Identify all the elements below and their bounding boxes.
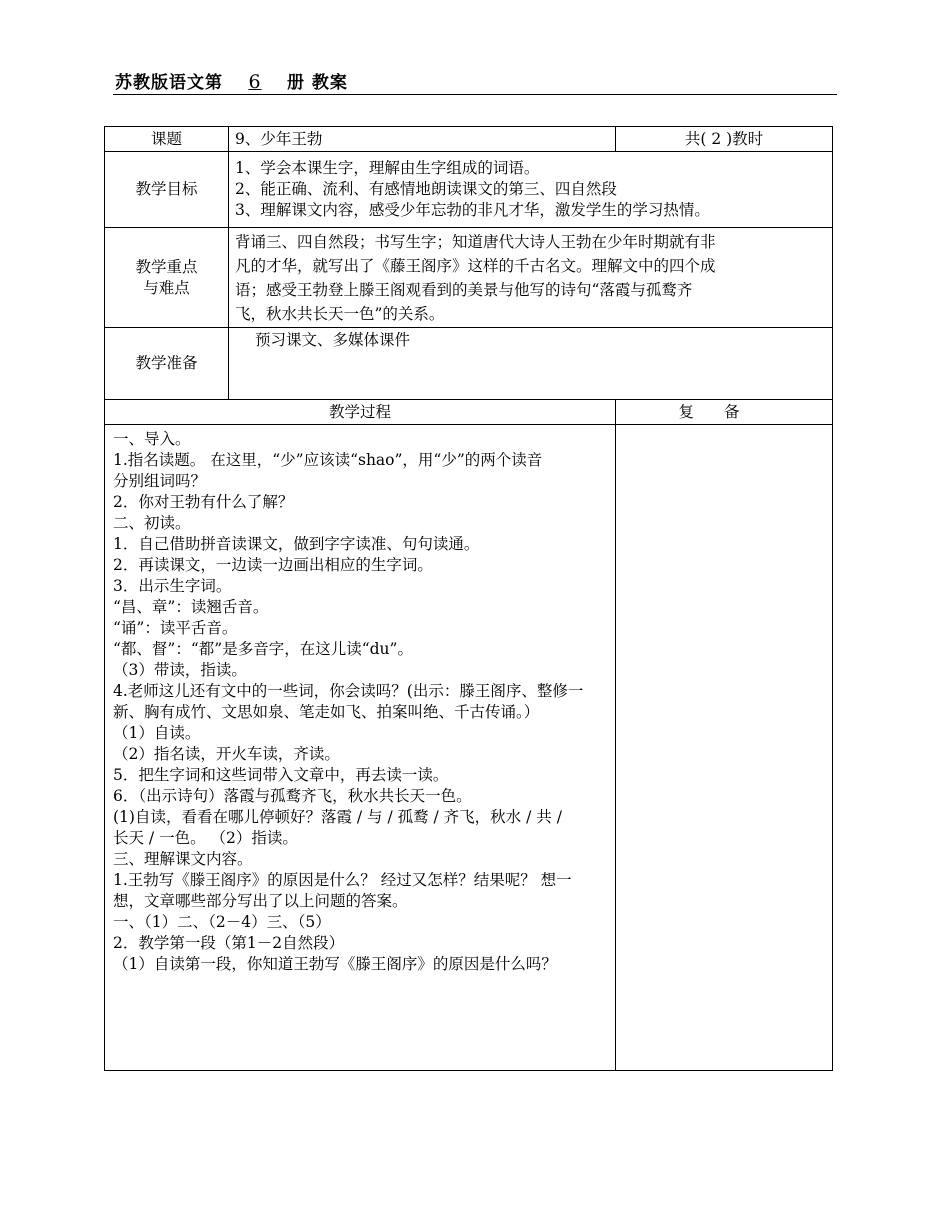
process-line: 三、理解课文内容。 [113,850,253,868]
header-title [115,68,348,93]
goals-label: 教学目标 [105,152,229,228]
process-line: （3）带读，指读。 [113,661,247,679]
process-line: （2）指名读，开火车读，齐读。 [113,745,340,763]
process-content [105,425,616,1071]
key-points-content [229,228,833,328]
goal-line: 1、学会本课生字，理解由生字组成的词语。 [235,159,540,177]
header-suffix: 册 教案 [287,73,348,93]
process-line: 分别组词吗？ [113,472,207,490]
prep-label: 教学准备 [105,328,229,400]
process-line: 5．把生字词和这些词带入文章中，再去读一读。 [113,766,449,784]
process-line: 想，文章哪些部分写出了以上问题的答案。 [113,892,408,910]
review-heading-text: 复备 [678,402,770,421]
process-line: 1．自己借助拼音读课文，做到字字读准、句句读通。 [113,535,480,553]
header-prefix: 苏教版语文第 [115,73,223,93]
topic-row [105,127,833,152]
review-heading [616,400,833,425]
key-points-row [105,228,833,328]
key-label-line2: 与难点 [143,278,190,297]
process-line: 长天 / 一色。 （2）指读。 [113,829,298,847]
goals-row [105,152,833,228]
key-line: 凡的才华，就写出了《藤王阁序》这样的千古名文。理解文中的四个成 [235,256,716,275]
key-line: 语；感受王勃登上滕王阁观看到的美景与他写的诗句“落霞与孤鹜齐 [235,280,693,299]
class-hours: 共( 2 )教时 [616,127,833,152]
process-line: 1.王勃写《滕王阁序》的原因是什么？ 经过又怎样？结果呢？ 想一 [113,871,572,889]
process-line: （1）自读。 [113,724,201,742]
process-line: “都、督”：“都”是多音字，在这儿读“du”。 [113,640,413,658]
process-heading: 教学过程 [105,400,616,425]
process-line: 2．教学第一段（第1－2自然段） [113,934,345,952]
review-content [616,425,833,1071]
process-line: (1)自读，看看在哪儿停顿好？落霞 / 与 / 孤鹜 / 齐飞，秋水 / 共 / [113,808,562,826]
process-line: 2．再读课文，一边读一边画出相应的生字词。 [113,556,433,574]
topic-value: 9、少年王勃 [229,127,616,152]
process-line: 一、（1）二、（2－4）三、（5） [113,913,331,931]
lesson-plan-table [104,126,833,1071]
process-header-row [105,400,833,425]
process-line: 二、初读。 [113,514,191,532]
header-volume: 6 [248,71,262,93]
process-line: 6．（出示诗句）落霞与孤鹜齐飞，秋水共长天一色。 [113,787,472,805]
key-line: 飞，秋水共长天一色”的关系。 [235,304,445,323]
key-points-label [105,228,229,328]
goal-line: 2、能正确、流利、有感情地朗读课文的第三、四自然段 [235,180,617,198]
prep-value: 预习课文、多媒体课件 [229,328,833,400]
process-line: 一、导入。 [113,430,191,448]
process-line: “诵”：读平舌音。 [113,619,238,637]
process-row [105,425,833,1071]
process-line: 2．你对王勃有什么了解？ [113,493,294,511]
prep-row [105,328,833,400]
goals-content [229,152,833,228]
key-label-line1: 教学重点 [135,257,198,276]
process-line: 3．出示生字词。 [113,577,232,595]
goal-line: 3、理解课文内容，感受少年忘勃的非凡才华，激发学生的学习热情。 [235,201,710,219]
topic-label: 课题 [105,127,229,152]
process-line: 新、胸有成竹、文思如泉、笔走如飞、拍案叫绝、千古传诵。） [113,703,540,721]
page-header [113,68,837,95]
process-line: 4.老师这儿还有文中的一些词，你会读吗？(出示：滕王阁序、整修一 [113,682,584,700]
process-line: 1.指名读题。 在这里，“少”应该读“shao”，用“少”的两个读音 [113,451,543,469]
process-line: “昌、章”：读翘舌音。 [113,598,269,616]
key-line: 背诵三、四自然段；书写生字；知道唐代大诗人王勃在少年时期就有非 [235,232,716,251]
process-line: （1）自读第一段，你知道王勃写《滕王阁序》的原因是什么吗？ [113,955,557,973]
